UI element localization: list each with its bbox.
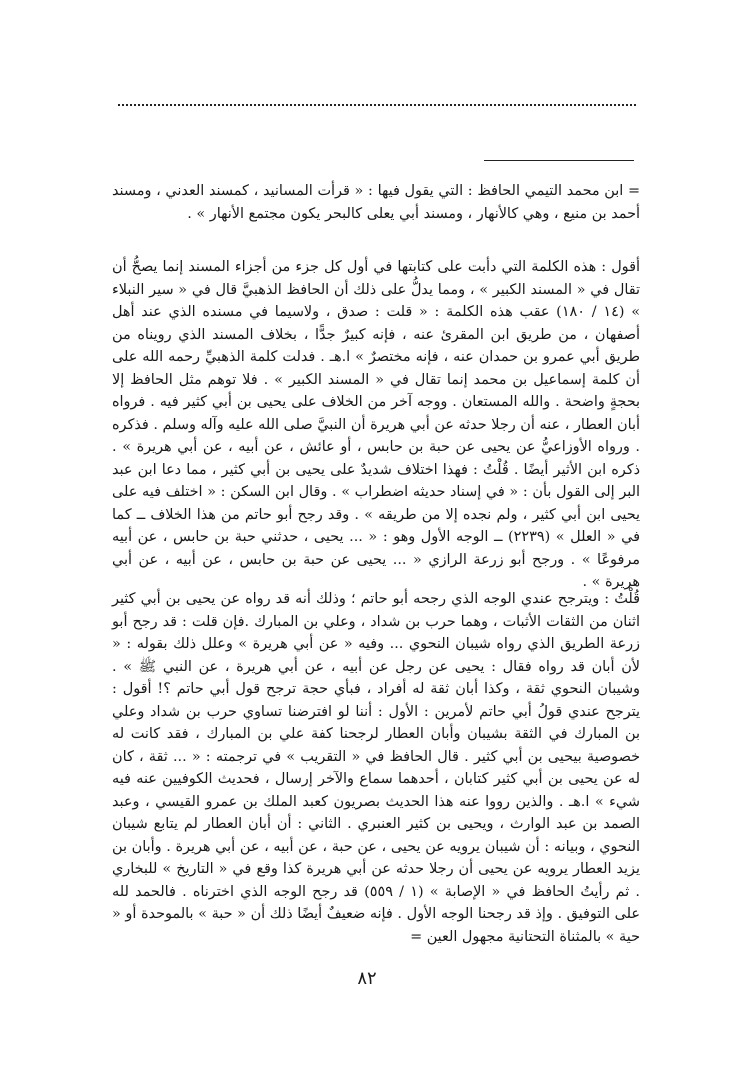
footnote-paragraph-3: قُلْتُ : ويترجح عندي الوجه الذي رجحه أبو حاتم ؛ وذلك أنه قد رواه عن يحيى بن أبي كثير اثنان من الثقات الأثبات ، وهما حرب بن شداد ، وعلي بن المبارك .فإن قلت : قد رجح أبو زرعة الطريق الذي رواه شيبان النحوي ... وفيه « عن أبي هريرة » وعلل ذلك بقوله : « لأن أبان قد رواه فقال : يحيى عن رجل عن أبيه ، عن أبي هريرة ، عن النبي ﷺ » . وشيبان النحوي ثقة ، وكذا أبان ثقة له أفراد ، فبأي حجة ترجح قول أبي حاتم ؟! أقول : يترجح عندي قولُ أبي حاتم لأمرين : الأول : أننا لو افترضنا تساوي حرب بن شداد وعلي بن المبارك في الثقة بشيبان وأبان العطار لرجحنا كفة علي بن المبارك ، فقد كانت له خصوصية بيحيى بن أبي كثير . قال الحافظ في « التقريب » في ترجمته : « ... ثقة ، كان له عن يحيى بن أبي كثير كتابان ، أحدهما سماع والآخر إرسال ، فحديث الكوفيين عنه فيه شيء » ا.هـ . والذين رووا عنه هذا الحديث بصريون كعبد الملك بن عمرو القيسي ، وعبد الصمد بن عبد الوارث ، ويحيى بن كثير العنبري . الثاني : أن أبان العطار لم يتابع شيبان النحوي ، وبيانه : أن شيبان يرويه عن يحيى ، عن حبة ، عن أبيه ، عن أبي هريرة . وأبان بن يزيد العطار يرويه عن يحيى أن رجلا حدثه عن أبي هريرة كذا وقع في « التاريخ » للبخاري . ثم رأيتُ الحافظ في « الإصابة » (١ / ٥٥٩) قد رجح الوجه الذي اخترناه . فالحمد لله على التوفيق . وإذ قد رجحنا الوجه الأول . فإنه ضعيفٌ أيضًا ذلك أن « حبة » بالموحدة أو « حية » بالمثناة التحتانية مجهول العين = [112,591,641,945]
page-number: ٨٢ [357,968,377,989]
footnote-paragraph-1: = ابن محمد التيمي الحافظ : التي يقول فيها : « قرأت المسانيد ، كمسند العدني ، ومسند أحمد بن منيع ، وهي كالأنهار ، ومسند أبي يعلى كالبحر يكون مجتمع الأنهار » . [112,183,640,222]
dotted-separator [118,104,636,106]
footnote-paragraph-2: أقول : هذه الكلمة التي دأبت على كتابتها في أول كل جزء من أجزاء المسند إنما يصحُّ أن تقال في « المسند الكبير » ، ومما يدلُّ على ذلك أن الحافظ الذهبيَّ قال في « سير النبلاء » (١٤ / ١٨٠) عقب هذه الكلمة : « قلت : صدق ، ولاسيما في مسنده الذي عند أهل أصفهان ، من طريق ابن المقرئ عنه ، فإنه كبيرٌ جدًّا ، بخلاف المسند الذي رويناه من طريق أبي عمرو بن حمدان عنه ، فإنه مختصرٌ » ا.هـ . فدلت كلمة الذهبيِّ رحمه الله على أن كلمة إسماعيل بن محمد إنما تقال في « المسند الكبير » . فلا توهم مثل الحافظ إلا بحجةٍ واضحة . والله المستعان . ووجه آخر من الخلاف على يحيى بن أبي كثير فيه . فرواه أبان العطار ، عنه أن رجلا حدثه عن أبي هريرة أن النبيَّ صلى الله عليه وآله وسلم . فذكره . ورواه الأوزاعيُّ عن يحيى عن حبة بن حابس ، أو عائش ، عن أبيه ، عن أبي هريرة » . ذكره ابن الأثير أيضًا . قُلْتُ : فهذا اختلاف شديدٌ على يحيى بن أبي كثير ، مما دعا ابن عبد البر إلى القول بأن : « في إسناد حديثه اضطراب » . وقال ابن السكن : « اختلف فيه على يحيى ابن أبي كثير ، ولم نجده إلا من طريقه » . وقد رجح أبو حاتم من هذا الخلاف ــ كما في « العلل » (٢٢٣٩) ــ الوجه الأول وهو : « ... يحيى ، حدثني حبة بن حابس ، عن أبيه مرفوعًا » . ورجح أبو زرعة الرازي « ... يحيى عن حبة بن حابس ، عن أبيه ، عن أبي هريرة » . [112,259,641,590]
footnote-rule [484,160,634,161]
